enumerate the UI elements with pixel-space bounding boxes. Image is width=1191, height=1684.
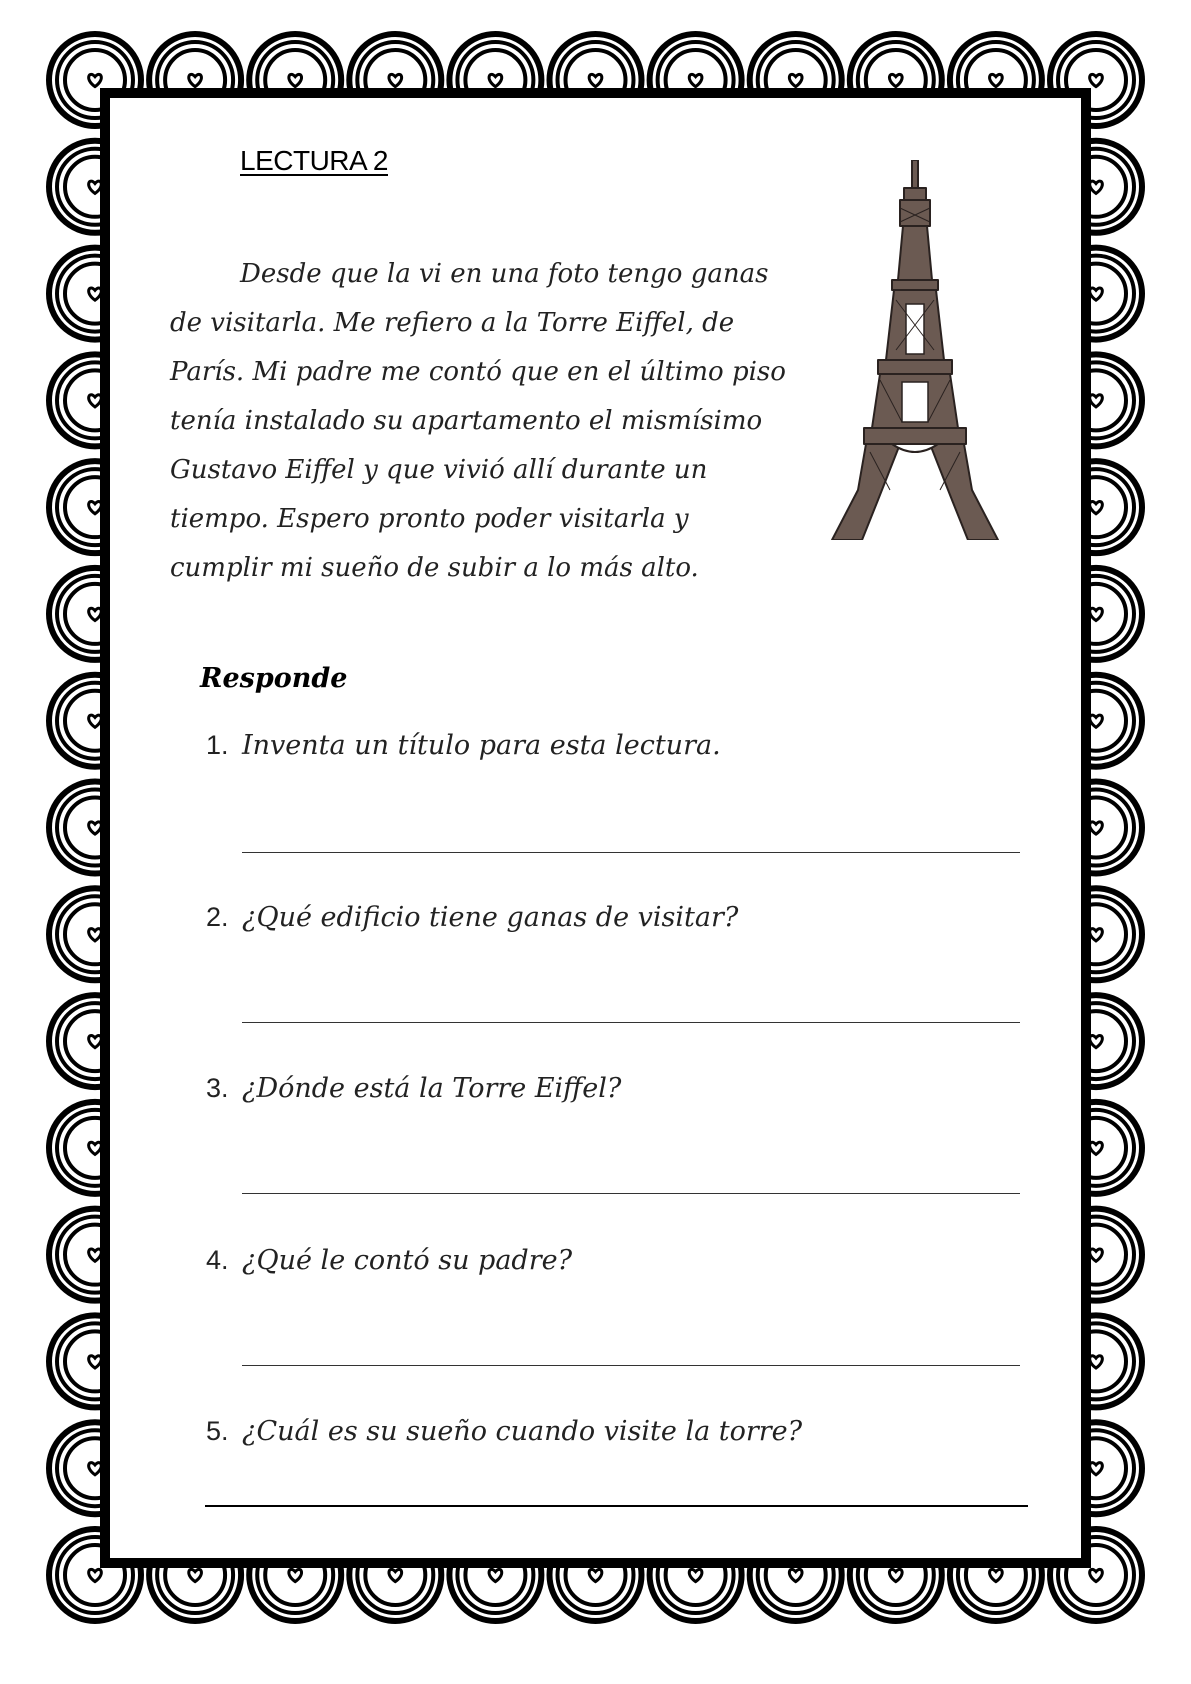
question-1	[206, 730, 721, 761]
page-title: LECTURA 2	[240, 145, 388, 176]
question-number: 4.	[206, 1245, 229, 1275]
question-text: ¿Qué edificio tiene ganas de visitar?	[242, 902, 739, 933]
question-number: 1.	[206, 730, 229, 760]
question-text: ¿Dónde está la Torre Eiffel?	[242, 1073, 622, 1104]
section-heading: Responde	[200, 663, 348, 694]
eiffel-tower-icon	[830, 160, 1000, 540]
reading-passage: Desde que la vi en una foto tengo ganas de visitarla. Me refiero a la Torre Eiffel, de París. Mi padre me contó que en el último piso tenía instalado su apartamento el mismísimo Gustavo Eiffel y que vivió allí durante un tiempo. Espero pronto poder visitarla y cumplir mi sueño de subir a lo más alto.	[170, 259, 786, 583]
answer-line-1[interactable]	[242, 852, 1020, 853]
answer-line-4[interactable]	[242, 1365, 1020, 1366]
question-number: 5.	[206, 1416, 229, 1446]
question-text: ¿Cuál es su sueño cuando visite la torre?	[242, 1416, 803, 1447]
question-number: 2.	[206, 902, 229, 932]
answer-line-5[interactable]	[205, 1505, 1028, 1507]
question-2	[206, 902, 738, 933]
question-text: Inventa un título para esta lectura.	[242, 730, 721, 761]
question-4	[206, 1245, 572, 1276]
question-3	[206, 1073, 621, 1104]
question-text: ¿Qué le contó su padre?	[242, 1245, 573, 1276]
question-5	[206, 1416, 802, 1447]
answer-line-2[interactable]	[242, 1022, 1020, 1023]
answer-line-3[interactable]	[242, 1193, 1020, 1194]
question-number: 3.	[206, 1073, 229, 1103]
